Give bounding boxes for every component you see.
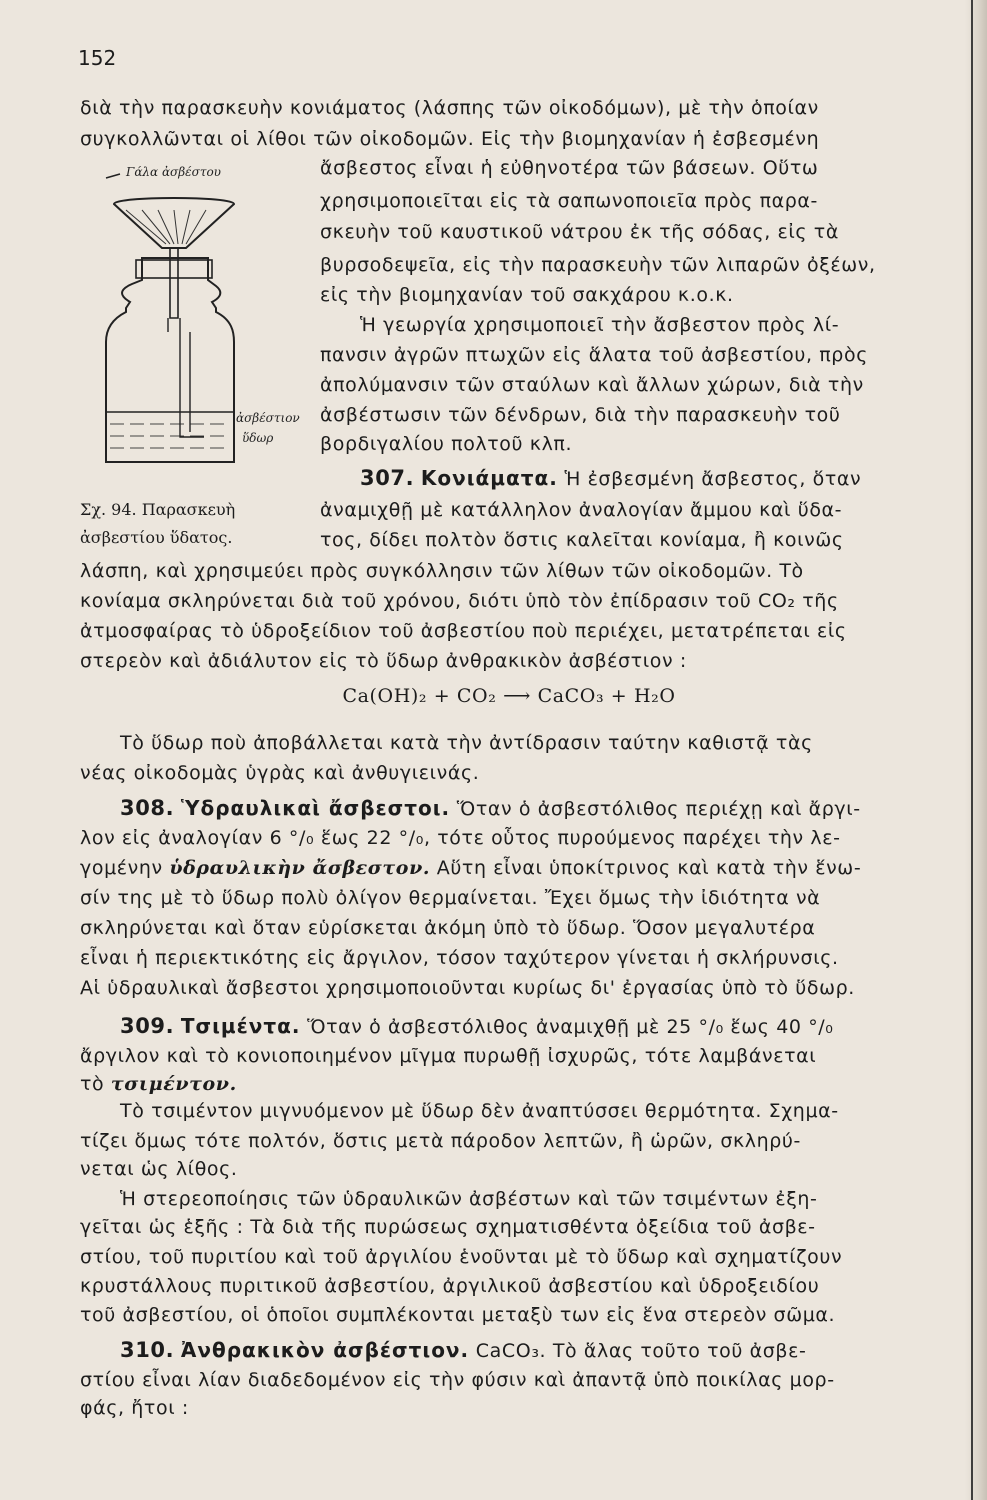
chemical-equation: Ca(OH)₂ + CO₂ ⟶ CaCO₃ + H₂O: [342, 685, 676, 707]
text-line: βυρσοδεψεῖα, εἰς τὴν παρασκευὴν τῶν λιπαρῶν ὀξέων,: [320, 254, 876, 276]
text-line: CaCO₃. Τὸ ἅλας τοῦτο τοῦ ἀσβε-: [475, 1340, 807, 1362]
text-line: πανσιν ἀγρῶν πτωχῶν εἰς ἅλατα τοῦ ἀσβεστίου, πρὸς: [320, 344, 868, 366]
text-line: Αἱ ὑδραυλικαὶ ἄσβεστοι χρησιμοποιοῦνται κυρίως δι' ἐργασίας ὑπὸ τὸ ὕδωρ.: [80, 977, 855, 999]
text-line: εἶναι ἡ περιεκτικότης εἰς ἄργιλον, τόσον ταχύτερον γίνεται ἡ σκλήρυνσις.: [80, 947, 839, 969]
text-line: τοῦ ἀσβεστίου, οἱ ὁποῖοι συμπλέκονται μεταξὺ των εἰς ἕνα στερεὸν σῶμα.: [80, 1304, 836, 1326]
term-hydraulic-lime: ὑδραυλικὴν ἄσβεστον.: [169, 857, 431, 879]
text-line: ἀπολύμανσιν τῶν σταύλων καὶ ἄλλων χώρων, διὰ τὴν: [320, 374, 864, 396]
page-number: 152: [78, 46, 117, 70]
text-line: στίου εἶναι λίαν διαδεδομένον εἰς τὴν φύσιν καὶ ἀπαντᾷ ὑπὸ ποικίλας μορ-: [80, 1369, 835, 1391]
text-line: ἄργιλον καὶ τὸ κονιοποιημένον μῖγμα πυρωθῇ ἰσχυρῶς, τότε λαμβάνεται: [80, 1045, 817, 1067]
text-line: κονίαμα σκληρύνεται διὰ τοῦ χρόνου, διότι ὑπὸ τὸν ἐπίδρασιν τοῦ CO₂ τῆς: [80, 590, 839, 612]
text-fragment: Αὕτη εἶναι ὑποκίτρινος καὶ κατὰ τὴν ἕνω-: [430, 857, 862, 879]
text-line: Ἡ ἐσβεσμένη ἄσβεστος, ὅταν: [564, 468, 862, 490]
text-line: στερεὸν καὶ ἀδιάλυτον εἰς τὸ ὕδωρ ἀνθρακικὸν ἀσβέστιον :: [80, 650, 687, 672]
section-309-number: 309.: [120, 1014, 175, 1038]
text-fragment: τὸ: [80, 1073, 111, 1095]
text-line: τίζει ὅμως τότε πολτόν, ὅστις μετὰ πάροδον λεπτῶν, ἢ ὡρῶν, σκληρύ-: [80, 1130, 801, 1152]
text-line: εἰς τὴν βιομηχανίαν τοῦ σακχάρου κ.ο.κ.: [320, 284, 734, 306]
text-line: τος, δίδει πολτὸν ὅστις καλεῖται κονίαμα, ἢ κοινῶς: [320, 529, 844, 551]
text-line: Ἡ γεωργία χρησιμοποιεῖ τὴν ἄσβεστον πρὸς λί-: [360, 314, 840, 336]
liquid-lines: [110, 424, 230, 448]
stopper: [136, 260, 212, 278]
text-line: γεῖται ὡς ἑξῆς : Τὰ διὰ τῆς πυρώσεως σχηματισθέντα ὀξείδια τοῦ ἀσβε-: [80, 1216, 816, 1238]
glass-tube: [168, 318, 204, 437]
text-line: λάσπη, καὶ χρησιμεύει πρὸς συγκόλλησιν τῶν λίθων τῶν οἰκοδομῶν. Τὸ: [80, 560, 804, 582]
text-line: σκληρύνεται καὶ ὅταν εὑρίσκεται ἀκόμη ὑπὸ τὸ ὕδωρ. Ὅσον μεγαλυτέρα: [80, 917, 816, 939]
text-line: κρυστάλλους πυριτικοῦ ἀσβεστίου, ἀργιλικοῦ ἀσβεστίου καὶ ὑδροξειδίου: [80, 1275, 820, 1297]
text-line: διὰ τὴν παρασκευὴν κονιάματος (λάσπης τῶν οἰκοδόμων), μὲ τὴν ὁποίαν: [80, 97, 819, 119]
text-line: στίου, τοῦ πυριτίου καὶ τοῦ ἀργιλίου ἑνοῦνται μὲ τὸ ὕδωρ καὶ σχηματίζουν: [80, 1246, 843, 1268]
section-310-title: Ἀνθρακικὸν ἀσβέστιον.: [180, 1338, 470, 1362]
section-310-heading-line: [80, 1338, 978, 1363]
text-line: συγκολλῶνται οἱ λίθοι τῶν οἰκοδομῶν. Εἰς τὴν βιομηχανίαν ἡ ἐσβεσμένη: [80, 128, 820, 150]
text-line-with-term: [80, 856, 938, 880]
text-line: Τὸ ὕδωρ ποὺ ἀποβάλλεται κατὰ τὴν ἀντίδρασιν ταύτην καθιστᾷ τὰς: [120, 732, 813, 754]
funnel: [114, 198, 234, 248]
text-line-with-term: [80, 1072, 938, 1096]
section-308-number: 308.: [120, 796, 175, 820]
text-line: Ὅταν ὁ ἀσβεστόλιθος περιέχῃ καὶ ἄργι-: [456, 798, 861, 820]
text-line: νεται ὡς λίθος.: [80, 1158, 238, 1180]
section-310-number: 310.: [120, 1338, 175, 1362]
figure-caption-line-1: Σχ. 94. Παρασκευὴ: [80, 500, 236, 519]
text-line: νέας οἰκοδομὰς ὑγρὰς καὶ ἀνθυγιεινάς.: [80, 762, 480, 784]
section-308-title: Ὑδραυλικαὶ ἄσβεστοι.: [180, 796, 451, 820]
section-309-title: Τσιμέντα.: [180, 1014, 301, 1038]
text-fragment: γομένην: [80, 857, 170, 879]
figure-label-top: Γάλα ἀσβέστου: [126, 165, 221, 179]
section-308-heading-line: [80, 796, 978, 821]
section-307-title: Κονιάματα.: [420, 466, 558, 490]
text-line: Ὅταν ὁ ἀσβεστόλιθος ἀναμιχθῇ μὲ 25 °/₀ ἕως 40 °/₀: [307, 1016, 834, 1038]
section-307-heading-line: [320, 466, 978, 491]
text-line: ἀτμοσφαίρας τὸ ὑδροξείδιον τοῦ ἀσβεστίου ποὺ περιέχει, μετατρέπεται εἰς: [80, 620, 847, 642]
text-line: Τὸ τσιμέντον μιγνυόμενον μὲ ὕδωρ δὲν ἀναπτύσσει θερμότητα. Σχημα-: [120, 1100, 839, 1122]
figure-label-right-2: ὕδωρ: [242, 431, 274, 445]
figure-lime-water-apparatus: [86, 162, 318, 482]
text-line: σκευὴν τοῦ καυστικοῦ νάτρου ἐκ τῆς σόδας, εἰς τὰ: [320, 221, 839, 243]
text-line: φάς, ἤτοι :: [80, 1397, 189, 1419]
figure-label-right-1: ἀσβέστιον: [236, 411, 300, 425]
text-line: βορδιγαλίου πολτοῦ κλπ.: [320, 433, 573, 455]
figure-caption-line-2: ἀσβεστίου ὕδατος.: [80, 528, 233, 547]
section-309-heading-line: [80, 1014, 978, 1039]
text-line: ἀσβέστωσιν τῶν δένδρων, διὰ τὴν παρασκευὴν τοῦ: [320, 404, 841, 426]
text-line: σίν της μὲ τὸ ὕδωρ πολὺ ὀλίγον θερμαίνεται. Ἔχει ὅμως τὴν ἰδιότητα νὰ: [80, 887, 821, 909]
figure-arrow: [106, 174, 120, 178]
text-line: ἄσβεστος εἶναι ἡ εὐθηνοτέρα τῶν βάσεων. Οὕτω: [320, 157, 819, 179]
text-line: Ἡ στερεοποίησις τῶν ὑδραυλικῶν ἀσβέστων καὶ τῶν τσιμέντων ἐξη-: [120, 1188, 818, 1210]
term-cement: τσιμέντον.: [110, 1073, 237, 1095]
text-line: χρησιμοποιεῖται εἰς τὰ σαπωνοποιεῖα πρὸς παρα-: [320, 190, 819, 212]
text-line: ἀναμιχθῇ μὲ κατάλληλον ἀναλογίαν ἄμμου καὶ ὕδα-: [320, 499, 843, 521]
text-line: λον εἰς ἀναλογίαν 6 °/₀ ἕως 22 °/₀, τότε οὗτος πυρούμενος παρέχει τὴν λε-: [80, 827, 841, 849]
section-307-number: 307.: [360, 466, 415, 490]
